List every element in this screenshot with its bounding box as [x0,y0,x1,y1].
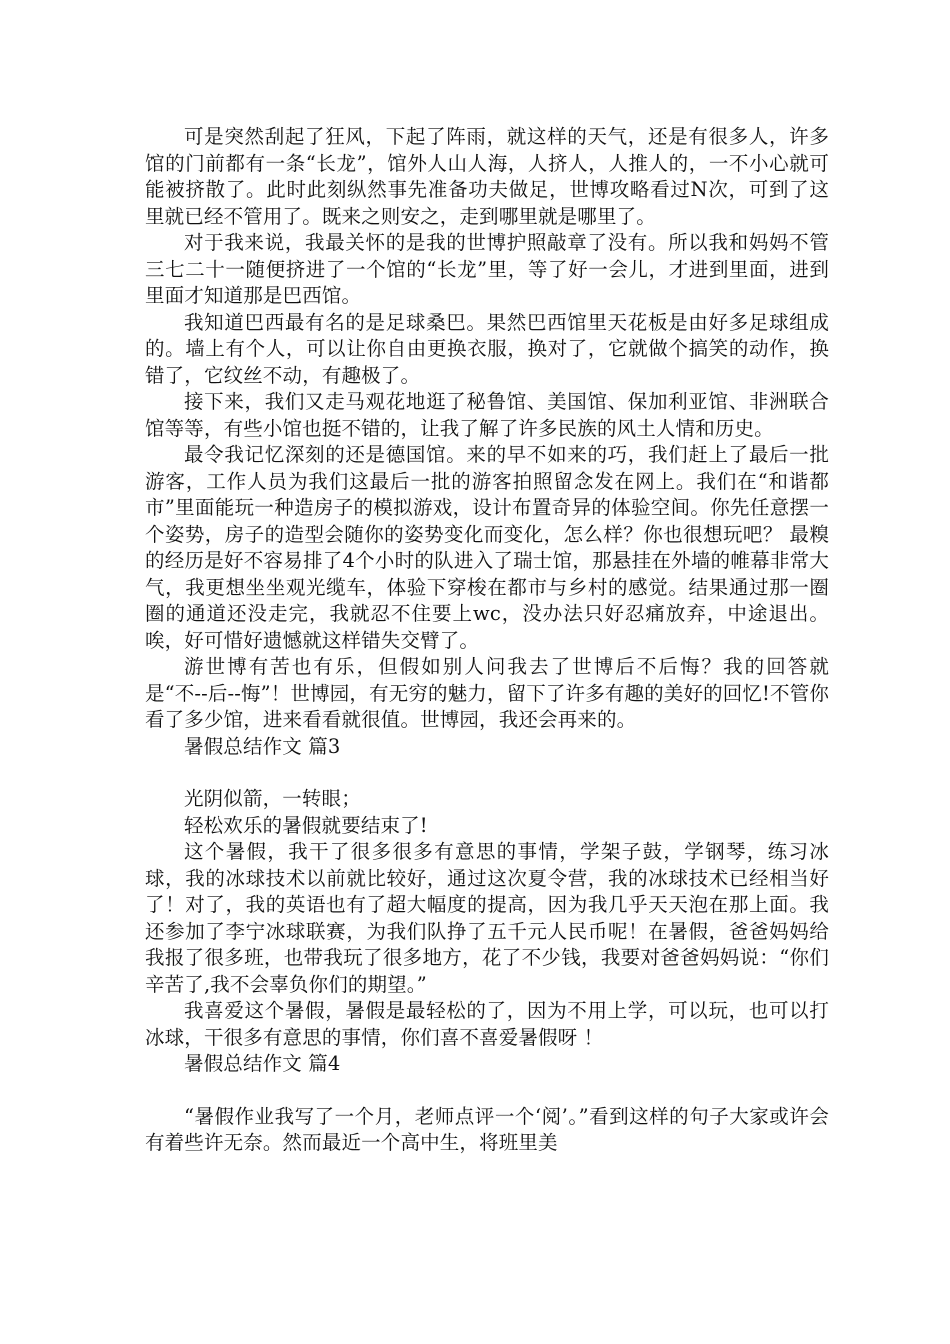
paragraph: 这个暑假，我干了很多很多有意思的事情，学架子鼓，学钢琴，练习冰球，我的冰球技术以前就比较好，通过这次夏令营，我的冰球技术已经相当好了！对了，我的英语也有了超大幅度的提高，因为我几乎天天泡在那上面。我还参加了李宁冰球联赛，为我们队挣了五千元人民币呢！在暑假，爸爸妈妈给我报了很多班，也带我玩了很多地方，花了不少钱，我要对爸爸妈妈说：“你们辛苦了,我不会辜负你们的期望。” [145,840,829,996]
paragraph: 最令我记忆深刻的还是德国馆。来的早不如来的巧，我们赶上了最后一批游客，工作人员为我们这最后一批的游客拍照留念发在网上。我们在“和谐都市”里面能玩一种造房子的模拟游戏，设计布置奇异的体验空间。你先任意摆一个姿势，房子的造型会随你的姿势变化而变化，怎么样？你也很想玩吧？ 最糗的经历是好不容易排了4个小时的队进入了瑞士馆，那悬挂在外墙的帷幕非常大气，我更想坐坐观光缆车，体验下穿梭在都市与乡村的感觉。结果通过那一圈圈的通道还没走完，我就忍不住要上wc，没办法只好忍痛放弃，中途退出。唉，好可惜好遗憾就这样错失交臂了。 [145,443,829,652]
paragraph: 可是突然刮起了狂风，下起了阵雨，就这样的天气，还是有很多人，许多馆的门前都有一条“长龙”，馆外人山人海，人挤人，人推人的，一不小心就可能被挤散了。此时此刻纵然事先准备功夫做足，世博攻略看过N次，可到了这里就已经不管用了。既来之则安之，走到哪里就是哪里了。 [145,125,829,228]
paragraph: 游世博有苦也有乐，但假如别人问我去了世博后不后悔？我的回答就是“不--后--悔”！世博园，有无穷的魅力，留下了许多有趣的美好的回忆!不管你看了多少馆，进来看看就很值。世博园，我还会再来的。 [145,655,829,731]
section-heading-3: 暑假总结作文 篇3 [184,734,341,758]
section-heading-4: 暑假总结作文 篇4 [184,1052,341,1075]
paragraph: “暑假作业我写了一个月，老师点评一个‘阅’。”看到这样的句子大家或许会有着些许无奈。然而最近一个高中生，将班里美 [145,1104,829,1154]
paragraph: 我喜爱这个暑假，暑假是最轻松的了，因为不用上学，可以玩，也可以打冰球，干很多有意思的事情，你们喜不喜爱暑假呀 ！ [145,999,829,1049]
blank-line [145,1078,829,1104]
paragraph: 轻松欢乐的暑假就要结束了! [184,813,428,837]
paragraph: 接下来，我们又走马观花地逛了秘鲁馆、美国馆、保加利亚馆、非洲联合馆等等，有些小馆也挺不错的，让我了解了许多民族的风土人情和历史。 [145,390,829,440]
blank-line [145,760,829,786]
paragraph: 光阴似箭，一转眼； [184,787,361,810]
paragraph: 对于我来说，我最关怀的是我的世博护照敲章了没有。所以我和妈妈不管三七二十一随便挤进了一个馆的“长龙”里，等了好一会儿，才进到里面，进到里面才知道那是巴西馆。 [145,231,829,307]
document-page [145,124,829,1157]
paragraph: 我知道巴西最有名的是足球桑巴。果然巴西馆里天花板是由好多足球组成的。墙上有个人，可以让你自由更换衣服，换对了，它就做个搞笑的动作，换错了，它纹丝不动，有趣极了。 [145,310,829,387]
